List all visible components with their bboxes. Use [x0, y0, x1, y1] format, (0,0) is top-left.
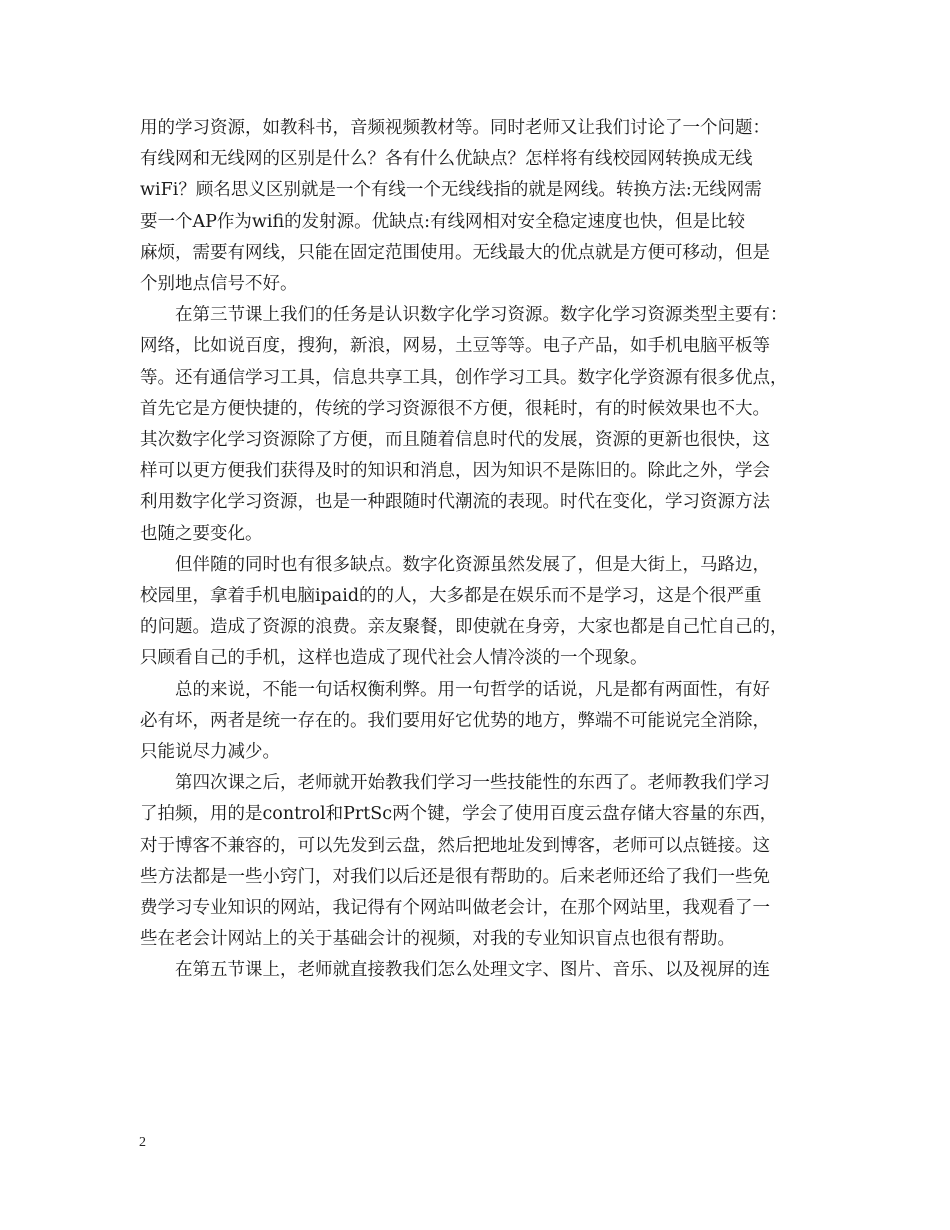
text-line: 也随之要变化。 [140, 523, 263, 544]
text-line: 但伴随的同时也有很多缺点。数字化资源虽然发展了，但是大街上，马路边， [175, 554, 770, 575]
paragraph-5 [140, 768, 826, 955]
paragraph-6 [140, 955, 826, 986]
text-line: 有线网和无线网的区别是什么？各有什么优缺点？怎样将有线校园网转换成无线 [140, 149, 753, 170]
text-line: 只能说尽力减少。 [140, 742, 280, 763]
body-text [140, 113, 826, 987]
text-line: 样可以更方便我们获得及时的知识和消息，因为知识不是陈旧的。除此之外，学会 [140, 461, 770, 482]
text-line: 在第三节课上我们的任务是认识数字化学习资源。数字化学习资源类型主要有： [175, 305, 788, 326]
text-line: 对于博客不兼容的，可以先发到云盘，然后把地址发到博客，老师可以点链接。这 [140, 835, 770, 856]
text-line: 用的学习资源，如教科书，音频视频教材等。同时老师又让我们讨论了一个问题： [140, 118, 770, 138]
paragraph-1 [140, 113, 826, 300]
text-line: 网络，比如说百度，搜狗，新浪，网易，土豆等等。电子产品，如手机电脑平板等 [140, 336, 770, 357]
text-line: 些方法都是一些小窍门，对我们以后还是很有帮助的。后来老师还给了我们一些免 [140, 866, 770, 887]
text-line: 要一个AP作为wifi的发射源。优缺点:有线网相对安全稳定速度也快，但是比较 [140, 211, 746, 232]
text-line: 总的来说，不能一句话权衡利弊。用一句哲学的话说，凡是都有两面性，有好 [175, 679, 770, 700]
text-line: 费学习专业知识的网站，我记得有个网站叫做老会计，在那个网站里，我观看了一 [140, 898, 770, 919]
text-line: 首先它是方便快捷的，传统的学习资源很不方便，很耗时，有的时候效果也不大。 [140, 398, 770, 419]
text-line: 只顾看自己的手机，这样也造成了现代社会人情冷淡的一个现象。 [140, 648, 648, 669]
text-line: 校园里，拿着手机电脑ipaid的的人，大多都是在娱乐而不是学习，这是个很严重 [140, 586, 762, 607]
text-line: 必有坏，两者是统一存在的。我们要用好它优势的地方，弊端不可能说完全消除， [140, 710, 770, 731]
text-line: 等。还有通信学习工具，信息共享工具，创作学习工具。数字化学资源有很多优点， [140, 367, 788, 388]
paragraph-2 [140, 300, 826, 550]
text-line: 利用数字化学习资源，也是一种跟随时代潮流的表现。时代在变化，学习资源方法 [140, 492, 770, 513]
text-line: 第四次课之后，老师就开始教我们学习一些技能性的东西了。老师教我们学习 [175, 773, 770, 794]
text-line: 在第五节课上，老师就直接教我们怎么处理文字、图片、音乐、以及视屏的连 [175, 960, 770, 981]
text-line: 些在老会计网站上的关于基础会计的视频，对我的专业知识盲点也很有帮助。 [140, 929, 735, 950]
text-line: wiFi？顾名思义区别就是一个有线一个无线线指的就是网线。转换方法:无线网需 [140, 180, 762, 201]
text-line: 个别地点信号不好。 [140, 274, 298, 295]
page-number: 2 [139, 1135, 146, 1150]
text-line: 的问题。造成了资源的浪费。亲友聚餐，即使就在身旁，大家也都是自己忙自己的， [140, 617, 788, 638]
text-line: 了拍频，用的是control和PrtSc两个键，学会了使用百度云盘存储大容量的东西， [140, 804, 778, 825]
text-line: 麻烦，需要有网线，只能在固定范围使用。无线最大的优点就是方便可移动，但是 [140, 242, 770, 263]
paragraph-4 [140, 675, 826, 769]
text-line: 其次数字化学习资源除了方便，而且随着信息时代的发展，资源的更新也很快，这 [140, 430, 770, 451]
paragraph-3 [140, 550, 826, 675]
